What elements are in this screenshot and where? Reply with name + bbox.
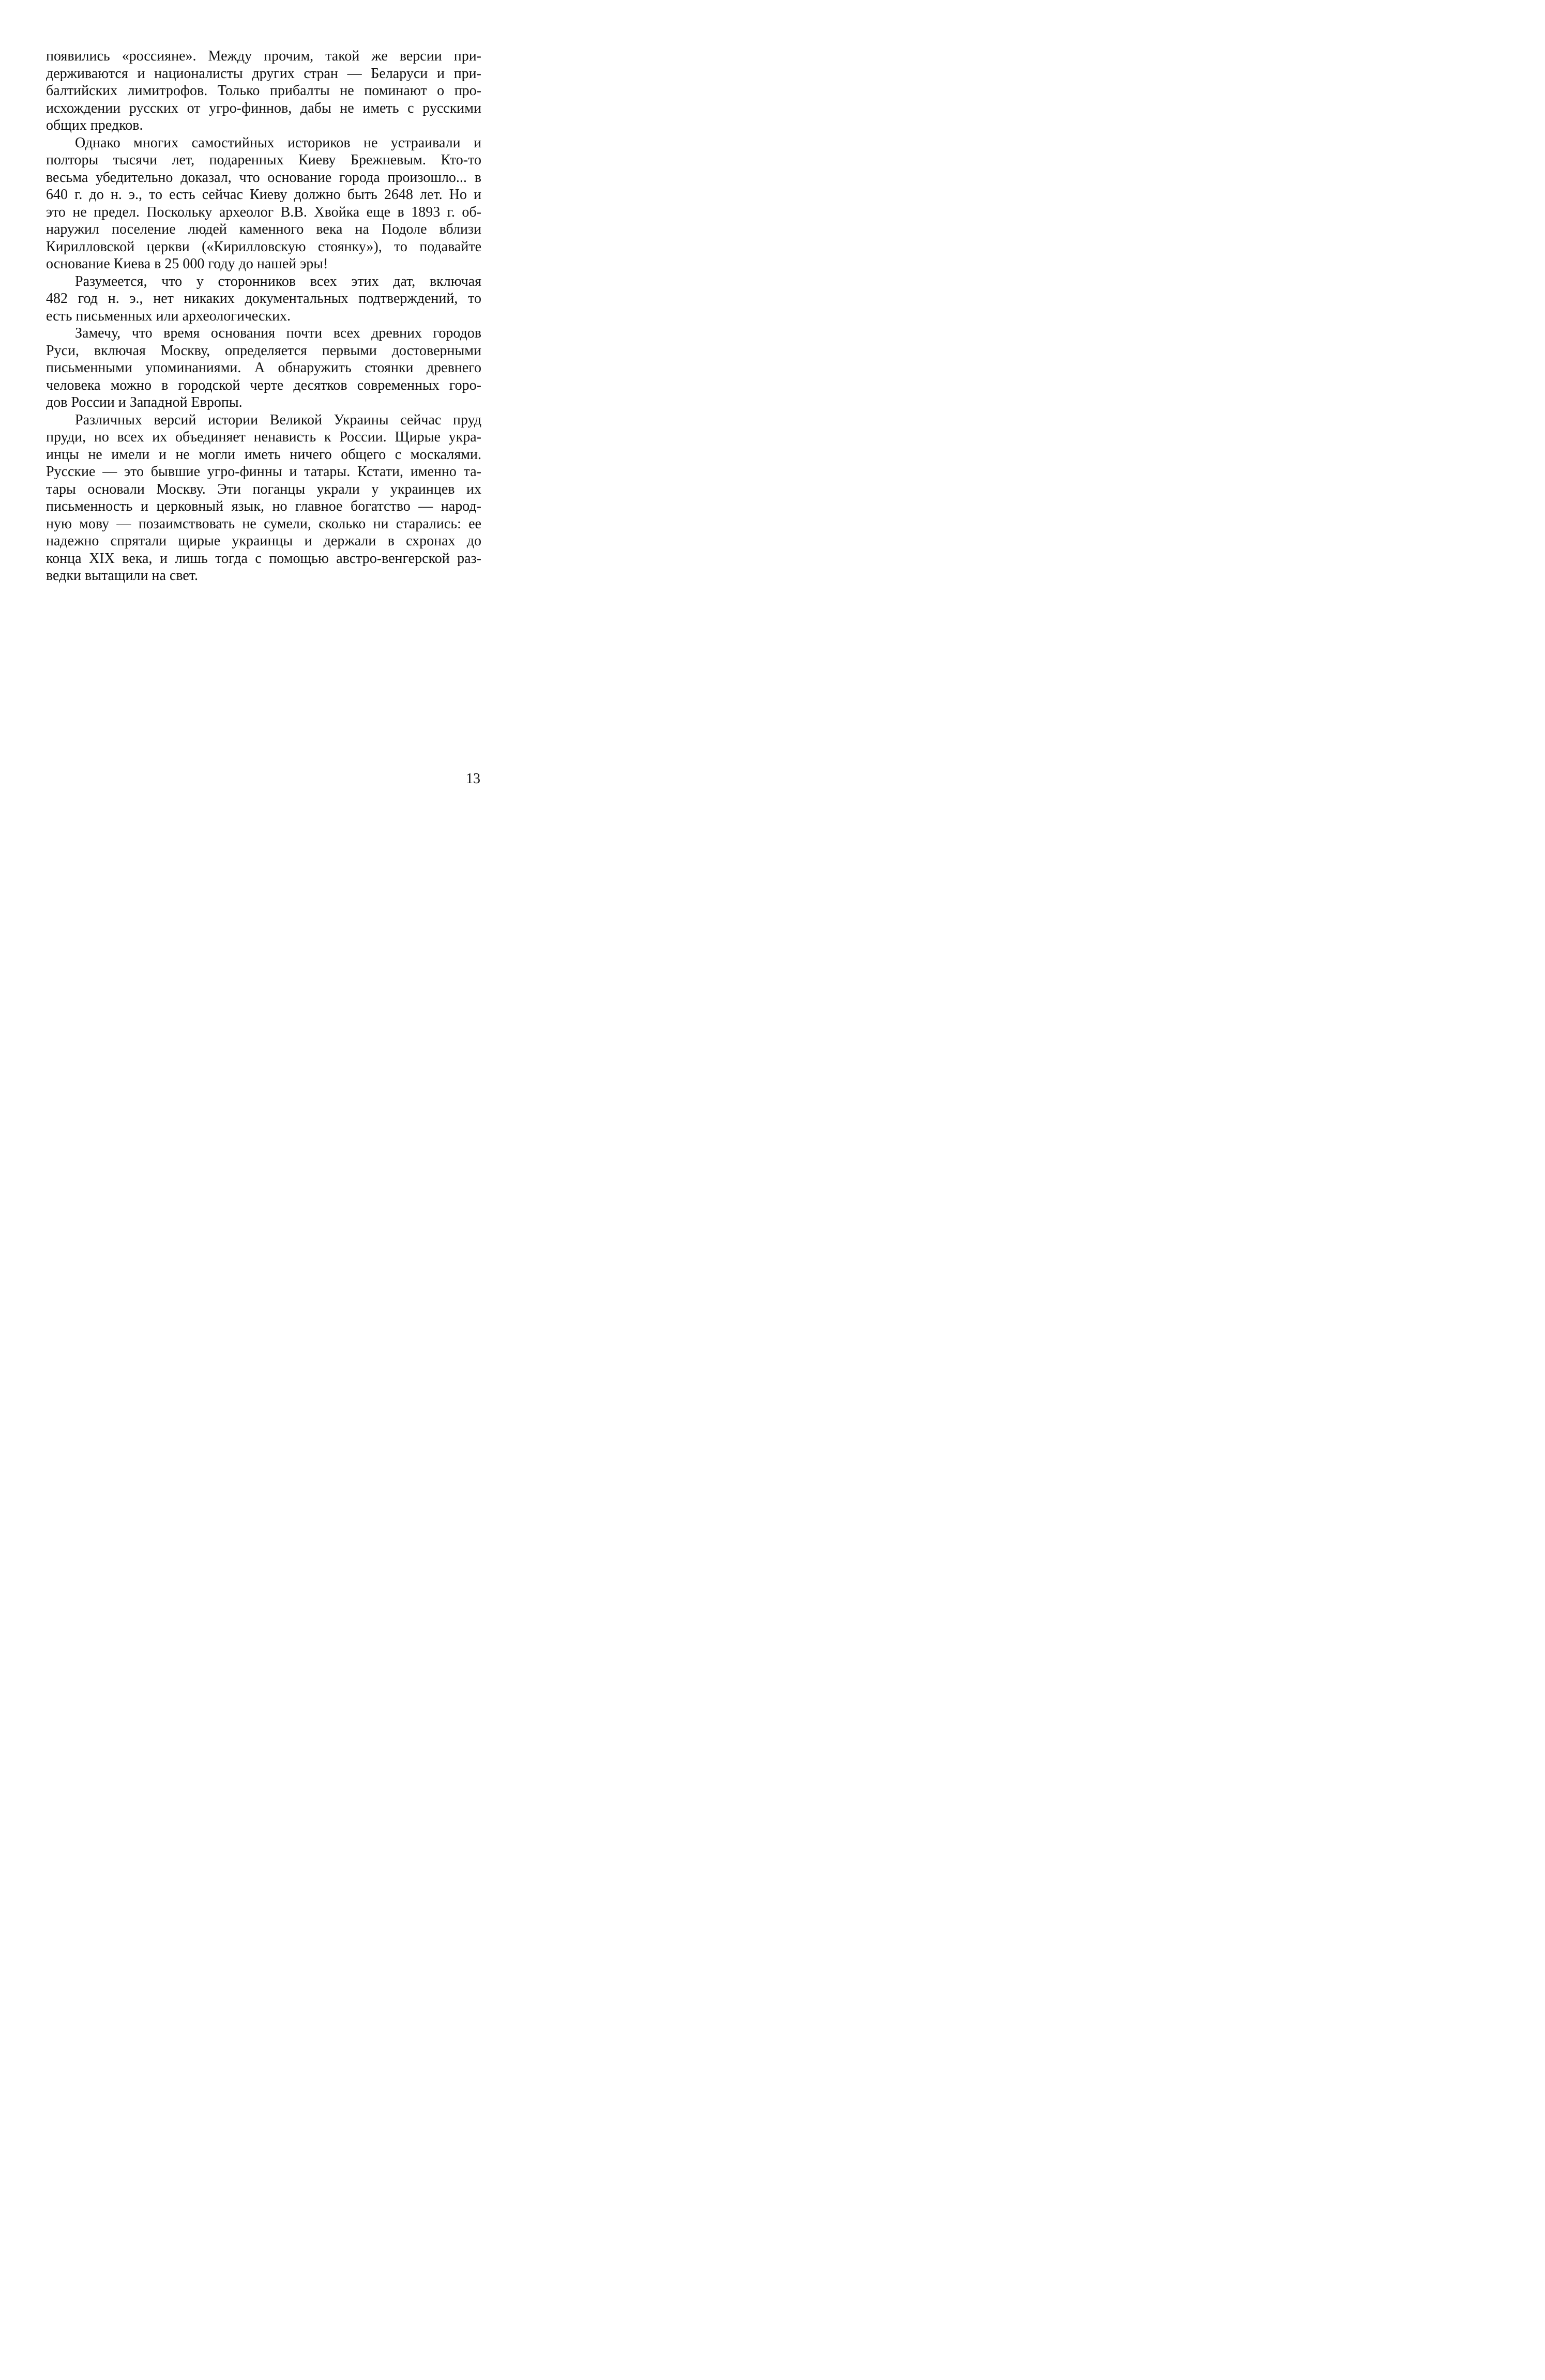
page-number: 13 <box>466 771 480 787</box>
text-line: основание Киева в 25 000 году до нашей эры! <box>46 256 328 272</box>
text-line: общих предков. <box>46 117 143 133</box>
text-line: Разумеется, что у сторонников всех этих дат, включая <box>75 273 481 289</box>
text-line: Замечу, что время основания почти всех древних городов <box>75 325 481 341</box>
text-line: письменными упоминаниями. А обнаружить стоянки древнего <box>46 360 481 376</box>
paragraph-1 <box>46 48 481 134</box>
text-line: пруди, но всех их объединяет ненависть к России. Щирые укра- <box>46 429 481 445</box>
text-line: письменность и церковный язык, но главное богатство — народ- <box>46 498 481 514</box>
text-line: ную мову — позаимствовать не сумели, сколько ни старались: ее <box>46 515 481 532</box>
book-page <box>0 0 529 816</box>
text-line: появились «россияне». Между прочим, такой же версии при- <box>46 48 481 64</box>
text-line: человека можно в городской черте десятков современных горо- <box>46 377 481 393</box>
text-line: исхождении русских от угро-финнов, дабы не иметь с русскими <box>46 100 481 116</box>
paragraph-4 <box>46 325 481 411</box>
text-line: Однако многих самостийных историков не устраивали и <box>75 134 481 151</box>
text-line: дов России и Западной Европы. <box>46 394 243 410</box>
text-line: наружил поселение людей каменного века на Подоле вблизи <box>46 221 481 237</box>
text-line: Руси, включая Москву, определяется первыми достоверными <box>46 342 481 359</box>
text-line: держиваются и националисты других стран — Беларуси и при- <box>46 65 481 82</box>
paragraph-5 <box>46 411 481 585</box>
text-line: 640 г. до н. э., то есть сейчас Киеву должно быть 2648 лет. Но и <box>46 187 481 203</box>
text-line: инцы не имели и не могли иметь ничего общего с москалями. <box>46 446 481 463</box>
text-line: балтийских лимитрофов. Только прибалты не поминают о про- <box>46 83 481 99</box>
text-line: Русские — это бывшие угро-финны и татары. Кстати, именно та- <box>46 464 481 480</box>
text-line: тары основали Москву. Эти поганцы украли у украинцев их <box>46 481 481 497</box>
text-line: весьма убедительно доказал, что основание города произошло... в <box>46 169 481 186</box>
text-line: это не предел. Поскольку археолог В.В. Хвойка еще в 1893 г. об- <box>46 204 481 220</box>
text-line: надежно спрятали щирые украинцы и держали в схронах до <box>46 533 481 549</box>
text-line: есть письменных или археологических. <box>46 308 291 324</box>
text-line: Различных версий истории Великой Украины сейчас пруд <box>75 411 481 428</box>
body-text <box>46 48 481 585</box>
text-line: конца XIX века, и лишь тогда с помощью австро-венгерской раз- <box>46 550 481 567</box>
paragraph-2 <box>46 134 481 273</box>
text-line: полторы тысячи лет, подаренных Киеву Брежневым. Кто-то <box>46 152 481 168</box>
paragraph-3 <box>46 273 481 325</box>
text-line: ведки вытащили на свет. <box>46 568 198 584</box>
text-line: Кирилловской церкви («Кирилловскую стоянку»), то подавайте <box>46 238 481 255</box>
text-line: 482 год н. э., нет никаких документальных подтверждений, то <box>46 291 481 307</box>
